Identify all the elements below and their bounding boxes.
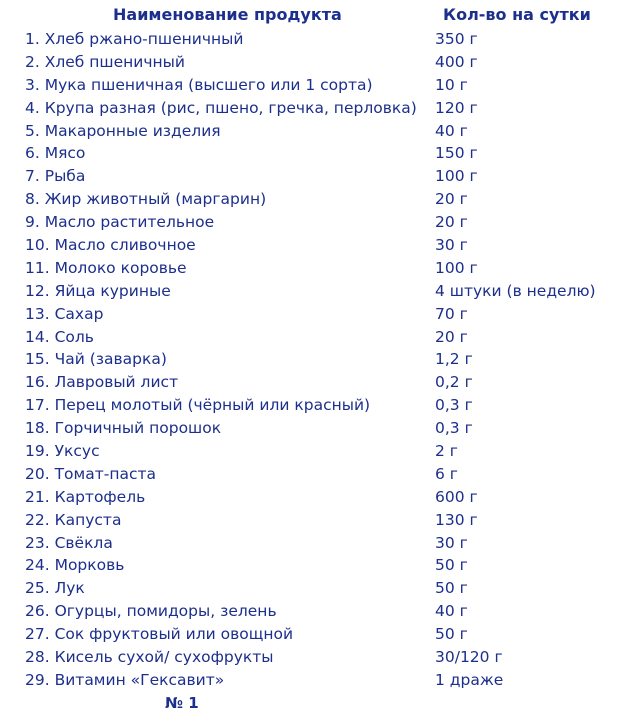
product-quantity: 1,2 г [435,350,473,369]
product-name: 20. Томат-паста [25,464,157,483]
product-name: 14. Соль [25,327,94,346]
product-quantity: 20 г [435,213,468,232]
product-name: 29. Витамин «Гексавит» [25,670,225,689]
product-quantity: 400 г [435,52,478,71]
product-quantity: 100 г [435,167,478,186]
table-row [0,439,625,462]
product-quantity: 40 г [435,602,468,621]
table-row [0,50,625,73]
product-quantity: 100 г [435,258,478,277]
product-name: 16. Лавровый лист [25,373,179,392]
table-row [0,508,625,531]
table-row [0,462,625,485]
product-name: 24. Морковь [25,556,125,575]
product-name: 26. Огурцы, помидоры, зелень [25,602,277,621]
product-name: 11. Молоко коровье [25,258,187,277]
table-row [0,256,625,279]
product-name: 23. Свёкла [25,533,113,552]
product-name: 17. Перец молотый (чёрный или красный) [25,396,371,415]
product-name: 28. Кисель сухой/ сухофрукты [25,648,274,667]
product-quantity: 30 г [435,236,468,255]
table-row [0,302,625,325]
table-row [0,576,625,599]
table-row [0,233,625,256]
product-quantity: 120 г [435,98,478,117]
product-name: 7. Рыба [25,167,86,186]
product-name: 6. Мясо [25,144,86,163]
product-quantity: 0,3 г [435,419,473,438]
product-quantity: 50 г [435,625,468,644]
product-name: 10. Масло сливочное [25,236,196,255]
product-quantity: 600 г [435,487,478,506]
product-name: 19. Уксус [25,442,100,461]
product-quantity: 20 г [435,327,468,346]
product-name: 2. Хлеб пшеничный [25,52,185,71]
product-name: 5. Макаронные изделия [25,121,221,140]
product-quantity: 0,2 г [435,373,473,392]
header-product-name: Наименование продукта [113,5,342,24]
product-quantity: 30 г [435,533,468,552]
table-row [0,599,625,622]
product-quantity: 6 г [435,464,458,483]
table-row [0,531,625,554]
product-name: 12. Яйца куриные [25,281,171,300]
product-quantity: 130 г [435,510,478,529]
product-name: 3. Мука пшеничная (высшего или 1 сорта) [25,75,373,94]
table-row [0,668,625,691]
product-name: 25. Лук [25,579,85,598]
product-quantity: 50 г [435,579,468,598]
table-row [0,73,625,96]
table-row [0,187,625,210]
product-quantity: 10 г [435,75,468,94]
product-name: 18. Горчичный порошок [25,419,222,438]
product-quantity: 30/120 г [435,648,503,667]
product-quantity: 150 г [435,144,478,163]
table-row [0,622,625,645]
product-name: 22. Капуста [25,510,122,529]
product-quantity: 2 г [435,442,458,461]
product-name: 15. Чай (заварка) [25,350,167,369]
table-row [0,325,625,348]
table-body [0,27,625,691]
table-row [0,347,625,370]
product-name: 8. Жир животный (маргарин) [25,190,267,209]
product-name: 27. Сок фруктовый или овощной [25,625,294,644]
header-quantity-per-day: Кол-во на сутки [443,5,591,24]
product-quantity: 0,3 г [435,396,473,415]
product-quantity: 20 г [435,190,468,209]
table-row [0,96,625,119]
table-row [0,393,625,416]
table-row [0,645,625,668]
table-row [0,553,625,576]
table-row [0,416,625,439]
product-quantity: 1 драже [435,670,504,689]
product-quantity: 50 г [435,556,468,575]
product-quantity: 70 г [435,304,468,323]
product-name: 13. Сахар [25,304,104,323]
table-row [0,210,625,233]
table-row [0,164,625,187]
cut-off-caption: № 1 [165,694,199,712]
table-row [0,485,625,508]
product-name: 9. Масло растительное [25,213,215,232]
product-quantity: 4 штуки (в неделю) [435,281,596,300]
product-name: 21. Картофель [25,487,146,506]
product-quantity: 40 г [435,121,468,140]
table-row [0,279,625,302]
table-row [0,119,625,142]
product-quantity: 350 г [435,30,478,48]
table-row [0,141,625,164]
table-row [0,27,625,50]
table-row [0,370,625,393]
product-name: 4. Крупа разная (рис, пшено, гречка, перловка) [25,98,417,117]
product-name: 1. Хлеб ржано-пшеничный [25,30,244,48]
